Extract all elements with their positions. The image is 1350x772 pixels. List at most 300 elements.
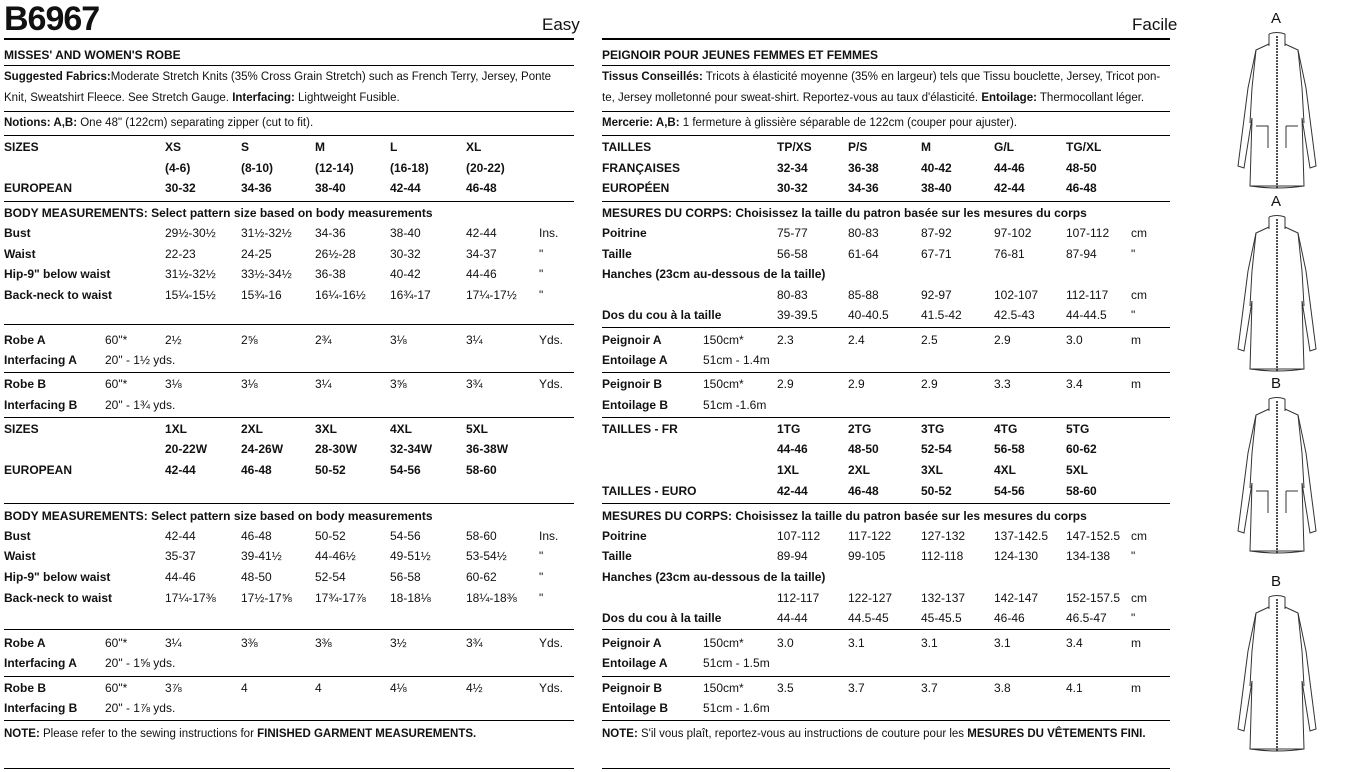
yardage-value: 3.0 [1066, 333, 1083, 347]
fabric-width: 150cm* [703, 681, 744, 695]
size-header: M [315, 140, 325, 154]
measurement-value: 41.5-42 [921, 308, 962, 322]
hip-label: Hanches (23cm au-dessous de la taille) [602, 570, 826, 584]
measurement-value: 132-137 [921, 591, 966, 605]
interfacing-label: Interfacing B [4, 398, 78, 412]
unit: " [1131, 247, 1136, 261]
robe-sketch-icon [1222, 28, 1332, 198]
note-label: NOTE: [602, 728, 638, 740]
measurement-value: 34-37 [466, 247, 497, 261]
yardage-value: 3⅜ [315, 636, 332, 650]
size-header: 4XL [390, 422, 413, 436]
unit: Yds. [539, 333, 564, 347]
measurement-value: 44-46½ [315, 549, 356, 563]
interfacing-value: 51cm - 1.4m [703, 353, 770, 367]
divider [4, 503, 574, 504]
unit: " [539, 247, 544, 261]
measurement-value: 99-105 [848, 549, 886, 563]
measurement-value: 152-157.5 [1066, 591, 1121, 605]
measurement-value: 112-117 [1066, 288, 1109, 302]
text-span: 1 fermeture à glissière séparable de 122cm (couper pour ajuster). [679, 117, 1018, 129]
body-measurements-heading: BODY MEASUREMENTS: Select pattern size based on body measurements [4, 509, 433, 523]
measurement-value: 35-37 [165, 549, 196, 563]
yardage-value: 3½ [390, 636, 407, 650]
view-label: Robe A [4, 333, 46, 347]
measurement-label: Bust [4, 529, 31, 543]
unit: " [539, 549, 544, 563]
unit: cm [1131, 529, 1147, 543]
yardage-value: 2¾ [315, 333, 332, 347]
text-span: Please refer to the sewing instructions for [39, 728, 258, 740]
yardage-value: 3⅜ [241, 636, 258, 650]
interfacing-label: Entoilage A [602, 656, 668, 670]
measurement-value: 16¾-17 [390, 288, 431, 302]
measurement-value: 76-81 [994, 247, 1025, 261]
robe-sketch-icon [1222, 393, 1332, 563]
view-label: Peignoir B [602, 377, 663, 391]
measurement-label: Hip-9" below waist [4, 267, 111, 281]
interfacing-label: Entoilage A [602, 353, 668, 367]
french-size: 52-54 [921, 442, 952, 456]
measurement-value: 54-56 [390, 529, 421, 543]
measurement-value: 50-52 [315, 529, 346, 543]
measurement-value: 46.5-47 [1066, 611, 1107, 625]
body-measurements-heading: BODY MEASUREMENTS: Select pattern size based on body measurements [4, 206, 433, 220]
measurement-value: 85-88 [848, 288, 879, 302]
french-size: 44-46 [777, 442, 808, 456]
measurement-label: Poitrine [602, 226, 647, 240]
measurement-label: Dos du cou à la taille [602, 308, 722, 322]
euro-size: 34-36 [848, 181, 879, 195]
french-size: 44-46 [994, 161, 1025, 175]
divider [602, 327, 1170, 328]
measurement-label: Hip-9" below waist [4, 570, 111, 584]
view-label: Robe A [4, 636, 46, 650]
divider [602, 38, 1170, 40]
measurement-label: Back-neck to waist [4, 591, 113, 605]
measurement-value: 137-142.5 [994, 529, 1049, 543]
sizes-label: SIZES [4, 422, 39, 436]
divider [602, 372, 1170, 373]
measurement-value: 44-44 [777, 611, 808, 625]
interfacing-value: 51cm - 1.6m [703, 701, 770, 715]
french-sizes-label: FRANÇAISES [602, 161, 681, 175]
divider [602, 111, 1170, 112]
european-label: EUROPÉEN [602, 181, 670, 195]
measurement-value: 31½-32½ [241, 226, 292, 240]
unit: Yds. [539, 681, 564, 695]
euro-size: 50-52 [921, 484, 952, 498]
divider [4, 135, 574, 136]
unit: " [539, 267, 544, 281]
measurement-value: 52-54 [315, 570, 346, 584]
text-line [4, 729, 476, 741]
divider [602, 503, 1170, 504]
size-header: 3XL [315, 422, 338, 436]
measurement-value: 87-94 [1066, 247, 1097, 261]
measurement-value: 80-83 [777, 288, 808, 302]
yardage-value: 2.9 [994, 333, 1011, 347]
measurement-value: 60-62 [466, 570, 497, 584]
divider [4, 38, 574, 40]
euro-size: 38-40 [921, 181, 952, 195]
unit: " [539, 570, 544, 584]
measurement-value: 17¼-17⅜ [165, 591, 216, 605]
measurement-value: 75-77 [777, 226, 808, 240]
robe-sketch-icon [1222, 591, 1332, 761]
measurement-value: 142-147 [994, 591, 1039, 605]
euro-size: 58-60 [466, 463, 497, 477]
text-span: S'il vous plaît, reportez-vous au instructions de couture pour les [637, 728, 968, 740]
size-header: 2XL [848, 463, 871, 477]
divider [4, 324, 574, 325]
size-range: (8-10) [241, 161, 274, 175]
measurement-value: 16¼-16½ [315, 288, 366, 302]
measurement-value: 40-42 [390, 267, 421, 281]
view-letter: B [1271, 573, 1282, 590]
section-title: MISSES' AND WOMEN'S ROBE [4, 48, 181, 62]
fabric-width: 60"* [105, 636, 128, 650]
yardage-value: 2.9 [848, 377, 865, 391]
text-line [4, 72, 551, 84]
measurement-value: 80-83 [848, 226, 879, 240]
view-letter: B [1271, 375, 1282, 392]
divider [4, 720, 574, 721]
measurement-value: 127-132 [921, 529, 966, 543]
divider [4, 65, 574, 66]
size-range: 24-26W [241, 442, 284, 456]
body-measurements-heading: MESURES DU CORPS: Choisissez la taille du patron basée sur les mesures du corps [602, 206, 1087, 220]
interfacing-label: Entoilage B [602, 398, 669, 412]
interfacing-label: Interfacing: [232, 92, 295, 104]
view-letter: A [1271, 193, 1282, 210]
text-span: Lightweight Fusible. [294, 92, 400, 104]
text-line [4, 118, 313, 130]
divider [4, 768, 574, 769]
interfacing-label: Entoilage B [602, 701, 669, 715]
fabric-width: 60"* [105, 681, 128, 695]
yardage-value: 3⅞ [165, 681, 182, 695]
measurement-label: Waist [4, 549, 36, 563]
unit: Ins. [539, 226, 559, 240]
measurement-value: 67-71 [921, 247, 952, 261]
sizes-label: TAILLES [602, 140, 652, 154]
yardage-value: 3⅝ [390, 377, 407, 391]
measurement-label: Taille [602, 549, 632, 563]
yardage-value: 3.8 [994, 681, 1011, 695]
yardage-value: 4⅛ [390, 681, 407, 695]
measurement-value: 15¼-15½ [165, 288, 216, 302]
yardage-value: 3.0 [777, 636, 794, 650]
measurement-value: 26½-28 [315, 247, 356, 261]
euro-size: 54-56 [994, 484, 1025, 498]
interfacing-label: Entoilage: [981, 92, 1037, 104]
euro-size: 46-48 [1066, 181, 1097, 195]
measurement-value: 17¾-17⅞ [315, 591, 366, 605]
measurement-value: 17¼-17½ [466, 288, 517, 302]
measurement-value: 29½-30½ [165, 226, 216, 240]
section-title: PEIGNOIR POUR JEUNES FEMMES ET FEMMES [602, 48, 879, 62]
yardage-value: 3.7 [848, 681, 865, 695]
measurement-value: 46-48 [241, 529, 272, 543]
measurement-label: Dos du cou à la taille [602, 611, 722, 625]
unit: " [539, 288, 544, 302]
measurement-value: 61-64 [848, 247, 879, 261]
yardage-value: 3.4 [1066, 636, 1083, 650]
sizes-fr-label: TAILLES - FR [602, 422, 678, 436]
size-header: XL [466, 140, 482, 154]
size-header: XS [165, 140, 182, 154]
size-header: 2TG [848, 422, 872, 436]
text-span: Tricots à élasticité moyenne (35% en largeur) tels que Tissu bouclette, Jersey, Tricot pon- [702, 71, 1161, 83]
unit: " [539, 591, 544, 605]
size-header: M [921, 140, 931, 154]
french-size: 60-62 [1066, 442, 1097, 456]
text-span: Moderate Stretch Knits (35% Cross Grain Stretch) such as French Terry, Jersey, Ponte [110, 71, 552, 83]
measurement-value: 49-51½ [390, 549, 431, 563]
measurement-value: 44-46 [466, 267, 497, 281]
difficulty-facile: Facile [1132, 15, 1178, 34]
unit: cm [1131, 288, 1147, 302]
measurement-label: Poitrine [602, 529, 647, 543]
size-header: 1XL [777, 463, 800, 477]
euro-size: 30-32 [165, 181, 196, 195]
measurement-value: 22-23 [165, 247, 196, 261]
interfacing-label: Interfacing A [4, 353, 77, 367]
measurement-value: 39-39.5 [777, 308, 818, 322]
french-size: 56-58 [994, 442, 1025, 456]
measurement-value: 56-58 [777, 247, 808, 261]
euro-size: 46-48 [466, 181, 497, 195]
fabrics-label: Suggested Fabrics: [4, 71, 111, 83]
interfacing-label: Interfacing B [4, 701, 78, 715]
fabric-width: 60"* [105, 333, 128, 347]
yardage-value: 3¼ [466, 333, 483, 347]
measurement-value: 44-46 [165, 570, 196, 584]
size-header: 4XL [994, 463, 1017, 477]
european-label: EUROPEAN [4, 463, 73, 477]
robe-sketch-icon [1222, 211, 1332, 381]
divider [602, 768, 1170, 769]
yardage-value: 3¼ [315, 377, 332, 391]
interfacing-value: 20" - 1½ yds. [105, 353, 176, 367]
yardage-value: 3⅛ [241, 377, 258, 391]
measurement-value: 38-40 [390, 226, 421, 240]
unit: " [1131, 549, 1136, 563]
fabric-width: 150cm* [703, 636, 744, 650]
size-header: 1TG [777, 422, 801, 436]
yardage-value: 4½ [466, 681, 483, 695]
divider [4, 201, 574, 202]
measurement-value: 147-152.5 [1066, 529, 1121, 543]
divider [602, 676, 1170, 677]
divider [602, 629, 1170, 630]
size-header: 1XL [165, 422, 188, 436]
view-label: Robe B [4, 377, 46, 391]
view-label: Robe B [4, 681, 46, 695]
yardage-value: 2.5 [921, 333, 938, 347]
divider [602, 201, 1170, 202]
measurement-value: 44-44.5 [1066, 308, 1107, 322]
euro-size: 50-52 [315, 463, 346, 477]
european-label: EUROPEAN [4, 181, 73, 195]
interfacing-label: Interfacing A [4, 656, 77, 670]
unit: cm [1131, 591, 1147, 605]
text-line [602, 93, 1144, 105]
measurement-value: 112-117 [777, 591, 820, 605]
french-size: 32-34 [777, 161, 808, 175]
hip-label: Hanches (23cm au-dessous de la taille) [602, 267, 826, 281]
divider [602, 417, 1170, 418]
size-header: 2XL [241, 422, 264, 436]
measurement-label: Waist [4, 247, 36, 261]
text-line [602, 72, 1160, 84]
euro-size: 42-44 [165, 463, 196, 477]
divider [4, 417, 574, 418]
measurement-value: 46-46 [994, 611, 1025, 625]
measurement-value: 42-44 [466, 226, 497, 240]
unit: Yds. [539, 377, 564, 391]
view-label: Peignoir B [602, 681, 663, 695]
yardage-value: 3⅛ [165, 377, 182, 391]
unit: Ins. [539, 529, 559, 543]
measurement-value: 102-107 [994, 288, 1039, 302]
view-letter: A [1271, 10, 1282, 27]
euro-size: 46-48 [241, 463, 272, 477]
yardage-value: 3.1 [848, 636, 865, 650]
view-label: Peignoir A [602, 333, 662, 347]
fabrics-label: Tissus Conseillés: [602, 71, 703, 83]
yardage-value: 3.1 [994, 636, 1011, 650]
unit: m [1131, 681, 1141, 695]
measurement-value: 107-112 [1066, 226, 1110, 240]
measurement-value: 92-97 [921, 288, 952, 302]
text-span: One 48" (122cm) separating zipper (cut to fit). [77, 117, 314, 129]
measurement-value: 30-32 [390, 247, 421, 261]
notions-label: Mercerie: A,B: [602, 117, 680, 129]
size-range: (20-22) [466, 161, 505, 175]
divider [602, 65, 1170, 66]
measurement-value: 15¾-16 [241, 288, 282, 302]
size-range: 28-30W [315, 442, 358, 456]
interfacing-value: 20" - 1¾ yds. [105, 398, 176, 412]
yardage-value: 3.1 [921, 636, 938, 650]
yardage-value: 3¼ [165, 636, 182, 650]
measurement-value: 53-54½ [466, 549, 507, 563]
unit: cm [1131, 226, 1147, 240]
size-header: 3TG [921, 422, 945, 436]
divider [4, 372, 574, 373]
text-line [602, 729, 1146, 741]
size-header: P/S [848, 140, 868, 154]
size-range: (4-6) [165, 161, 191, 175]
unit: m [1131, 377, 1141, 391]
euro-size: 42-44 [994, 181, 1025, 195]
yardage-value: 2.3 [777, 333, 794, 347]
yardage-value: 3¾ [466, 636, 483, 650]
divider [602, 720, 1170, 721]
yardage-value: 3⅛ [390, 333, 407, 347]
text-span: Thermocollant léger. [1036, 92, 1145, 104]
unit: m [1131, 636, 1141, 650]
divider [4, 676, 574, 677]
measurement-value: 18¼-18⅜ [466, 591, 517, 605]
measurement-value: 24-25 [241, 247, 272, 261]
yardage-value: 2.9 [777, 377, 794, 391]
size-header: TG/XL [1066, 140, 1102, 154]
size-header: G/L [994, 140, 1014, 154]
yardage-value: 2⅝ [241, 333, 258, 347]
yardage-value: 3.3 [994, 377, 1011, 391]
note-emphasis: FINISHED GARMENT MEASUREMENTS. [257, 728, 477, 740]
euro-size: 54-56 [390, 463, 421, 477]
note-emphasis: MESURES DU VÊTEMENTS FINI. [967, 728, 1146, 740]
pattern-code: B6967 [4, 0, 100, 38]
yardage-value: 4 [315, 681, 322, 695]
size-header: 5XL [1066, 463, 1089, 477]
sizes-euro-label: TAILLES - EURO [602, 484, 697, 498]
difficulty-easy: Easy [542, 15, 580, 34]
measurement-value: 31½-32½ [165, 267, 216, 281]
measurement-value: 36-38 [315, 267, 346, 281]
yardage-value: 4.1 [1066, 681, 1083, 695]
interfacing-value: 20" - 1⅝ yds. [105, 656, 176, 670]
measurement-label: Taille [602, 247, 632, 261]
divider [4, 111, 574, 112]
size-header: 5XL [466, 422, 489, 436]
interfacing-value: 51cm -1.6m [703, 398, 767, 412]
measurement-value: 58-60 [466, 529, 497, 543]
interfacing-value: 51cm - 1.5m [703, 656, 770, 670]
size-header: 4TG [994, 422, 1018, 436]
size-range: 20-22W [165, 442, 208, 456]
size-header: 5TG [1066, 422, 1090, 436]
size-range: (16-18) [390, 161, 429, 175]
euro-size: 38-40 [315, 181, 346, 195]
measurement-value: 107-112 [777, 529, 821, 543]
unit: " [1131, 611, 1136, 625]
unit: " [1131, 308, 1136, 322]
measurement-value: 89-94 [777, 549, 808, 563]
note-label: NOTE: [4, 728, 40, 740]
french-size: 36-38 [848, 161, 879, 175]
measurement-value: 87-92 [921, 226, 952, 240]
fabric-width: 60"* [105, 377, 128, 391]
size-header: 3XL [921, 463, 944, 477]
euro-size: 30-32 [777, 181, 808, 195]
euro-size: 34-36 [241, 181, 272, 195]
measurement-value: 34-36 [315, 226, 346, 240]
sizes-label: SIZES [4, 140, 39, 154]
french-size: 48-50 [848, 442, 879, 456]
measurement-value: 18-18⅛ [390, 591, 431, 605]
euro-size: 42-44 [777, 484, 808, 498]
divider [4, 629, 574, 630]
size-range: (12-14) [315, 161, 354, 175]
yardage-value: 3.7 [921, 681, 938, 695]
euro-size: 58-60 [1066, 484, 1097, 498]
yardage-value: 2.4 [848, 333, 865, 347]
body-measurements-heading: MESURES DU CORPS: Choisissez la taille du patron basée sur les mesures du corps [602, 509, 1087, 523]
interfacing-value: 20" - 1⅞ yds. [105, 701, 176, 715]
measurement-value: 44.5-45 [848, 611, 889, 625]
measurement-label: Bust [4, 226, 31, 240]
measurement-value: 17½-17⅝ [241, 591, 292, 605]
yardage-value: 3.5 [777, 681, 794, 695]
measurement-value: 124-130 [994, 549, 1039, 563]
divider [602, 135, 1170, 136]
size-header: L [390, 140, 398, 154]
